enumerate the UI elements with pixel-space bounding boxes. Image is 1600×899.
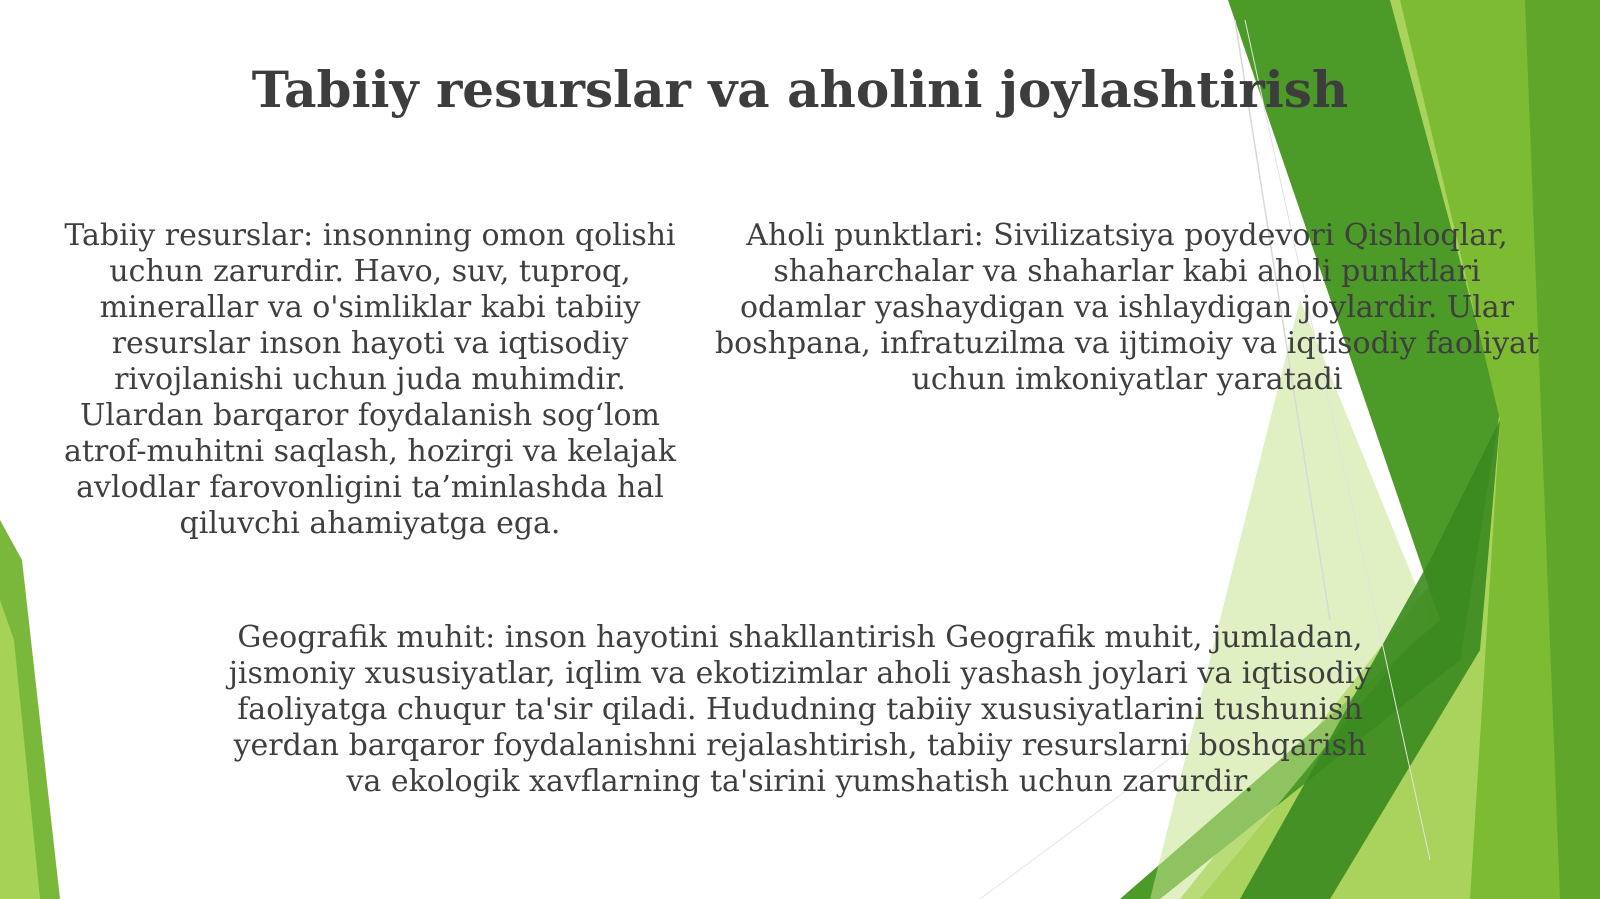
- slide-title: Tabiiy resurslar va aholini joylashtirish: [251, 60, 1349, 119]
- geographic-environment-text: Geografik muhit: inson hayotini shakllantirish Geografik muhit, jumladan, jismoniy xususiyatlar, iqlim va ekotizimlar aholi yashash joylari va iqtisodiy faoliyatga chuqur ta'sir qiladi. Hududning tabiiy xususiyatlarini tushunish yerdan barqaror foydalanishni rejalashtirish, tabiiy resurslarni boshqarish va ekologik xavflarning ta'sirini yumshatish uchun zarurdir.: [228, 620, 1372, 799]
- natural-resources-text: Tabiiy resurslar: insonning omon qolishi uchun zarurdir. Havo, suv, tuproq, minerallar va o'simliklar kabi tabiiy resurslar inson hayoti va iqtisodiy rivojlanishi uchun juda muhimdir. Ulardan barqaror foydalanish sog‘lom atrof-muhitni saqlash, hozirgi va kelajak avlodlar farovonligini ta’minlashda hal qiluvchi ahamiyatga ega.: [63, 218, 677, 541]
- settlements-text: Aholi punktlari: Sivilizatsiya poydevori Qishloqlar, shaharchalar va shaharlar kabi aholi punktlari odamlar yashaydigan va ishlaydigan joylardir. Ular boshpana, infratuzilma va ijtimoiy va iqtisodiy faoliyat uchun imkoniyatlar yaratadi: [714, 218, 1540, 397]
